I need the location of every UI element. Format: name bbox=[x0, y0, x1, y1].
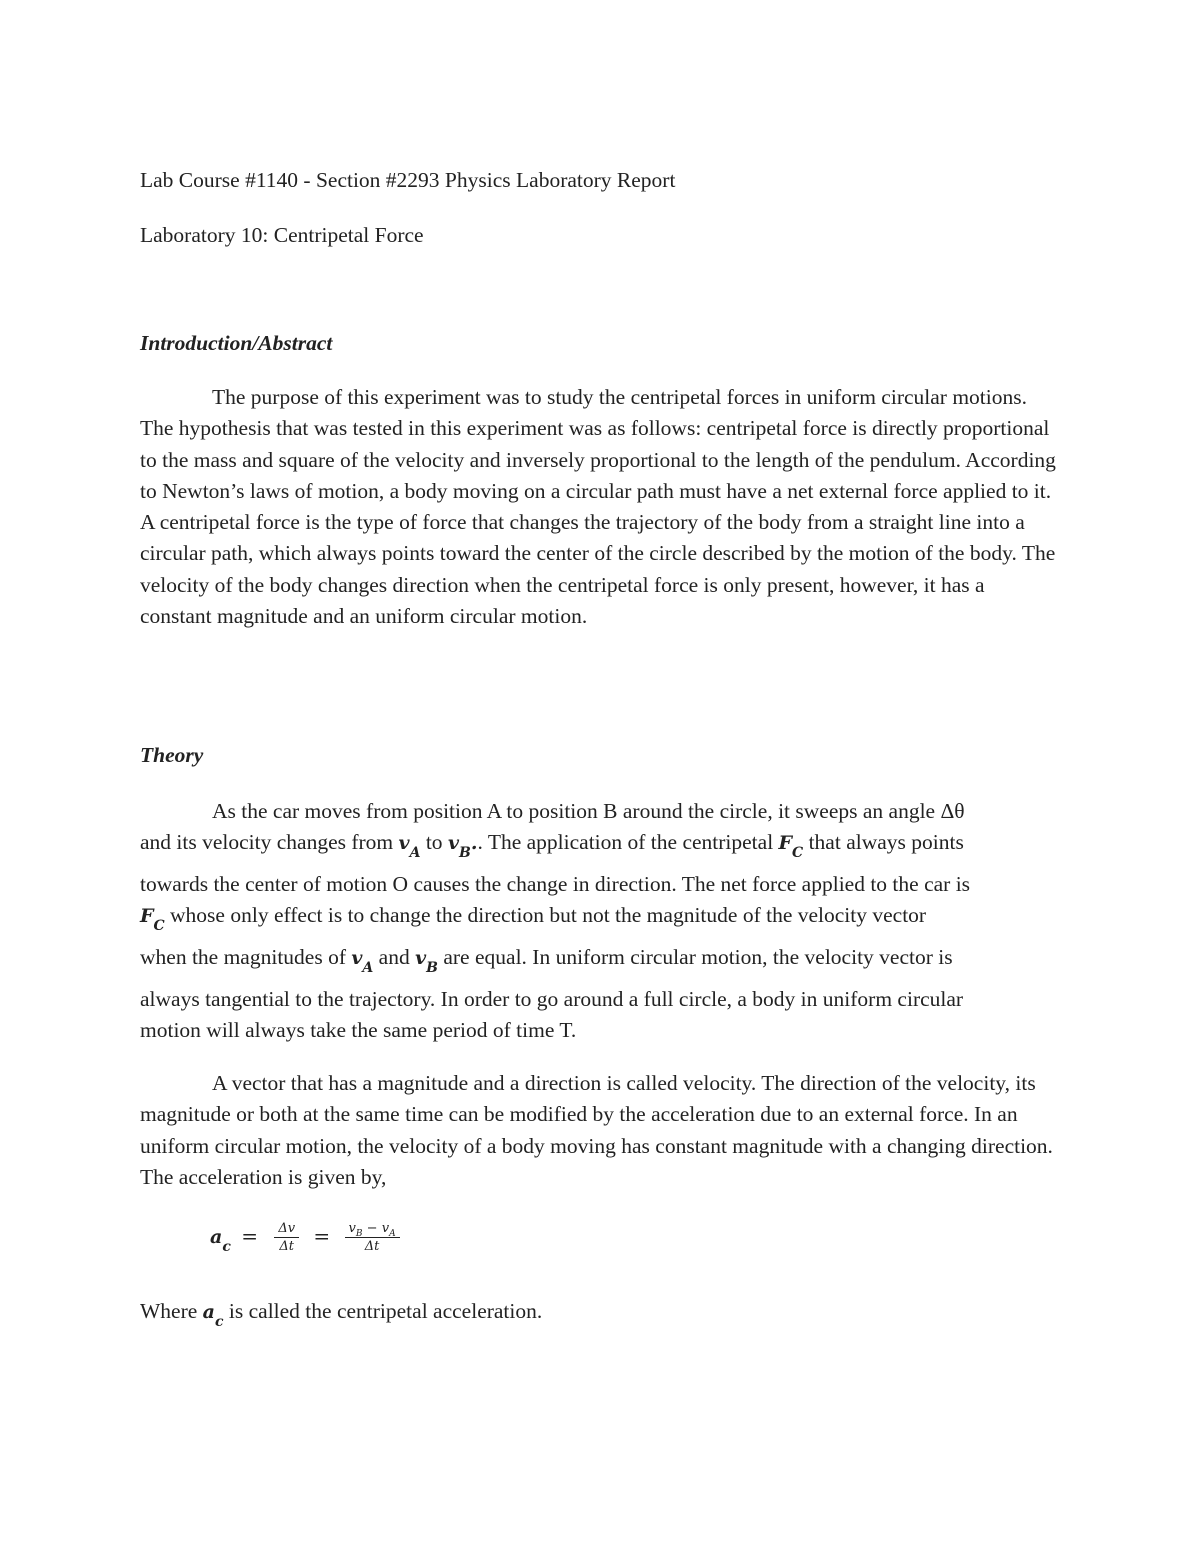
eq-fraction-2: $\frac{v_B - v_A}{\Delta t}$ bbox=[345, 1222, 400, 1253]
eq-ac-symbol: 𝒂$_c$ bbox=[210, 1226, 231, 1255]
theory-paragraph-2 bbox=[140, 1068, 1060, 1193]
lab-title: Laboratory 10: Centripetal Force bbox=[140, 223, 424, 247]
theory-p1-line6: always tangential to the trajectory. In order to go around a full circle, a body in uniform circular bbox=[140, 987, 964, 1011]
course-line: Lab Course #1140 - Section #2293 Physics Laboratory Report bbox=[140, 168, 676, 192]
intro-paragraph bbox=[140, 382, 1060, 632]
theory-p2-text: A vector that has a magnitude and a direction is called velocity. The direction of the velocity, its magnitude or both at the same time can be modified by the acceleration due to an external force. In an uniform circular motion, the velocity of a body moving has constant magnitude with a changing direction. The acceleration is given by, bbox=[140, 1071, 1053, 1189]
eq-fraction-1: $\frac{\Delta v}{\Delta t}$ bbox=[274, 1222, 299, 1253]
where-line: Where 𝒂$_c$ is called the centripetal acceleration. bbox=[140, 1299, 543, 1330]
velocity-b-symbol: 𝒗$_B$ bbox=[415, 947, 438, 976]
theory-p1-line3: towards the center of motion O causes the change in direction. The net force applied to the car is bbox=[140, 872, 971, 896]
theory-p1-line7: motion will always take the same period of time T. bbox=[140, 1018, 577, 1042]
velocity-a-symbol: 𝒗$_A$ bbox=[398, 832, 421, 861]
force-c-symbol: 𝑭$_C$ bbox=[140, 905, 165, 934]
ac-symbol: 𝒂$_c$ bbox=[202, 1301, 224, 1330]
theory-p1-line4: 𝑭$_C$ whose only effect is to change the direction but not the magnitude of the velocity vector bbox=[140, 903, 927, 934]
centripetal-acceleration-equation: 𝒂$_c$ = $\frac{\Delta v}{\Delta t}$ = $\frac{v_B - v_A}{\Delta t}$ bbox=[210, 1222, 406, 1253]
intro-text: The purpose of this experiment was to study the centripetal forces in uniform circular motions. The hypothesis that was tested in this experiment was as follows: centripetal force is directly proportional to the mass and square of the velocity and inversely proportional to the length of the pendulum. According to Newton’s laws of motion, a body moving on a circular path must have a net external force applied to it. A centripetal force is the type of force that changes the trajectory of the body from a straight line into a circular path, which always points toward the center of the circle described by the motion of the body. The velocity of the body changes direction when the centripetal force is only present, however, it has a constant magnitude and an uniform circular motion. bbox=[140, 385, 1056, 629]
theory-p1-line2: and its velocity changes from 𝒗$_A$ to 𝒗$_B$.. The application of the centripetal 𝑭$_C$ that always points bbox=[140, 830, 964, 861]
velocity-a-symbol: 𝒗$_A$ bbox=[351, 947, 374, 976]
velocity-b-symbol: 𝒗$_B$. bbox=[447, 832, 478, 861]
intro-heading: Introduction/Abstract bbox=[140, 331, 333, 355]
force-c-symbol: 𝑭$_C$ bbox=[778, 832, 804, 861]
theory-p1-line5: when the magnitudes of 𝒗$_A$ and 𝒗$_B$ are equal. In uniform circular motion, the velocity vector is bbox=[140, 945, 953, 976]
theory-heading: Theory bbox=[140, 743, 204, 767]
theory-p1-line1: As the car moves from position A to position B around the circle, it sweeps an angle Δθ bbox=[212, 799, 965, 823]
